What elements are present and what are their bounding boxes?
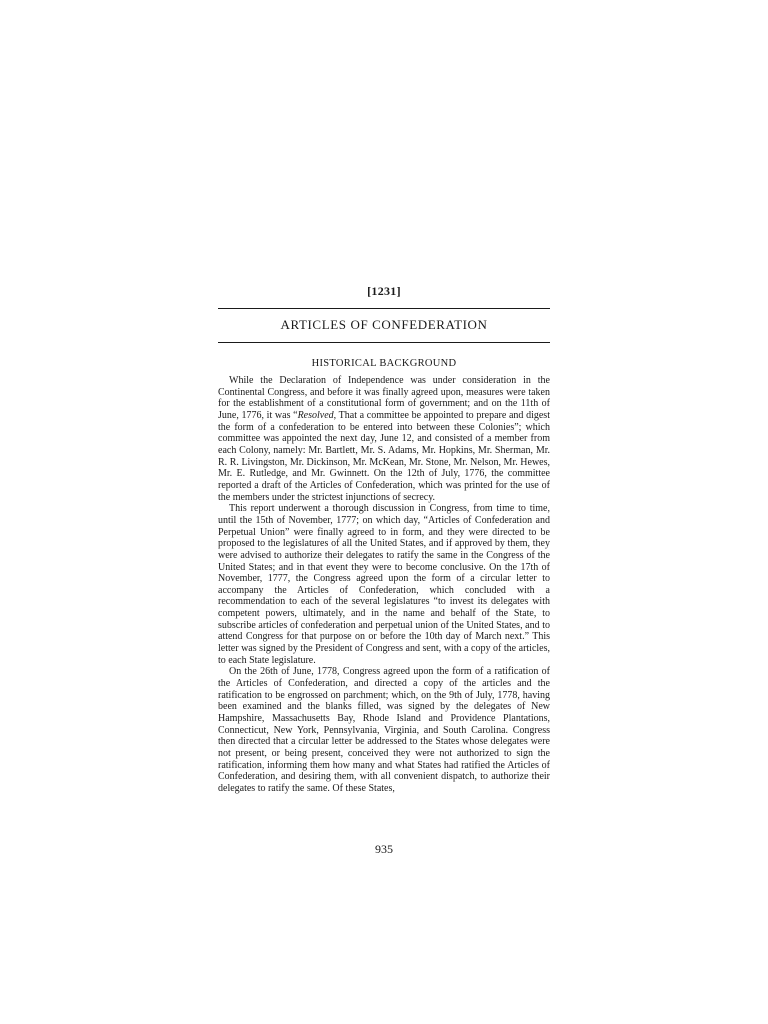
paragraph-3: On the 26th of June, 1778, Congress agreed upon the form of a ratification of the Articles of Confederation, and directed a copy of the articles and the ratification to be engrossed on parchment; which, on the 9th of July, 1778, having been examined and the blanks filled, was signed by the delegates of New Hampshire, Massachusetts Bay, Rhode Island and Providence Plantations, Connecticut, New York, Pennsylvania, Virginia, and South Carolina. Congress then directed that a circular letter be addressed to the States whose delegates were not present, or being present, conceived they were not authorized to sign the ratification, informing them how many and what States had ratified the Articles of Confederation, and desiring them, with all convenient dispatch, to authorize their delegates to ratify the same. Of these States, <box>218 666 550 794</box>
page-marker: [1231] <box>367 284 401 298</box>
section-heading: HISTORICAL BACKGROUND <box>311 358 457 369</box>
title-rule-bottom <box>218 342 550 343</box>
paragraph-2: This report underwent a thorough discussion in Congress, from time to time, until the 15th of November, 1777; on which day, “Articles of Confederation and Perpetual Union” were finally agreed to in form, and they were directed to be proposed to the legislatures of all the United States, and if approved by them, they were advised to authorize their delegates to ratify the same in the Congress of the United States; and in that event they were to become conclusive. On the 17th of November, 1777, the Congress agreed upon the form of a circular letter to accompany the Articles of Confederation, which concluded with a recommendation to each of the several legislatures “to invest its delegates with competent powers, ultimately, and in the name and behalf of the State, to subscribe articles of confederation and perpetual union of the United States, and to attend Congress for that purpose on or before the 10th day of March next.” This letter was signed by the President of Congress and sent, with a copy of the articles, to each State legislature. <box>218 503 550 666</box>
paragraph-1: While the Declaration of Independence was under consideration in the Continental Congress, and before it was finally agreed upon, measures were taken for the establishment of a constitutional form of government; and on the 11th of June, 1776, it was “Resolved, That a committee be appointed to prepare and digest the form of a confederation to be entered into between these Colonies”; which committee was appointed the next day, June 12, and consisted of a member from each Colony, namely: Mr. Bartlett, Mr. S. Adams, Mr. Hopkins, Mr. Sherman, Mr. R. R. Livingston, Mr. Dickinson, Mr. McKean, Mr. Stone, Mr. Nelson, Mr. Hewes, Mr. E. Rutledge, and Mr. Gwinnett. On the 12th of July, 1776, the committee reported a draft of the Articles of Confederation, which was printed for the use of the members under the strictest injunctions of secrecy. <box>218 375 550 503</box>
body-text <box>218 375 550 795</box>
title-rule-top <box>218 308 550 309</box>
resolved-emphasis: Resolved <box>297 409 334 421</box>
document-title: ARTICLES OF CONFEDERATION <box>280 317 488 332</box>
page-number: 935 <box>375 842 393 856</box>
